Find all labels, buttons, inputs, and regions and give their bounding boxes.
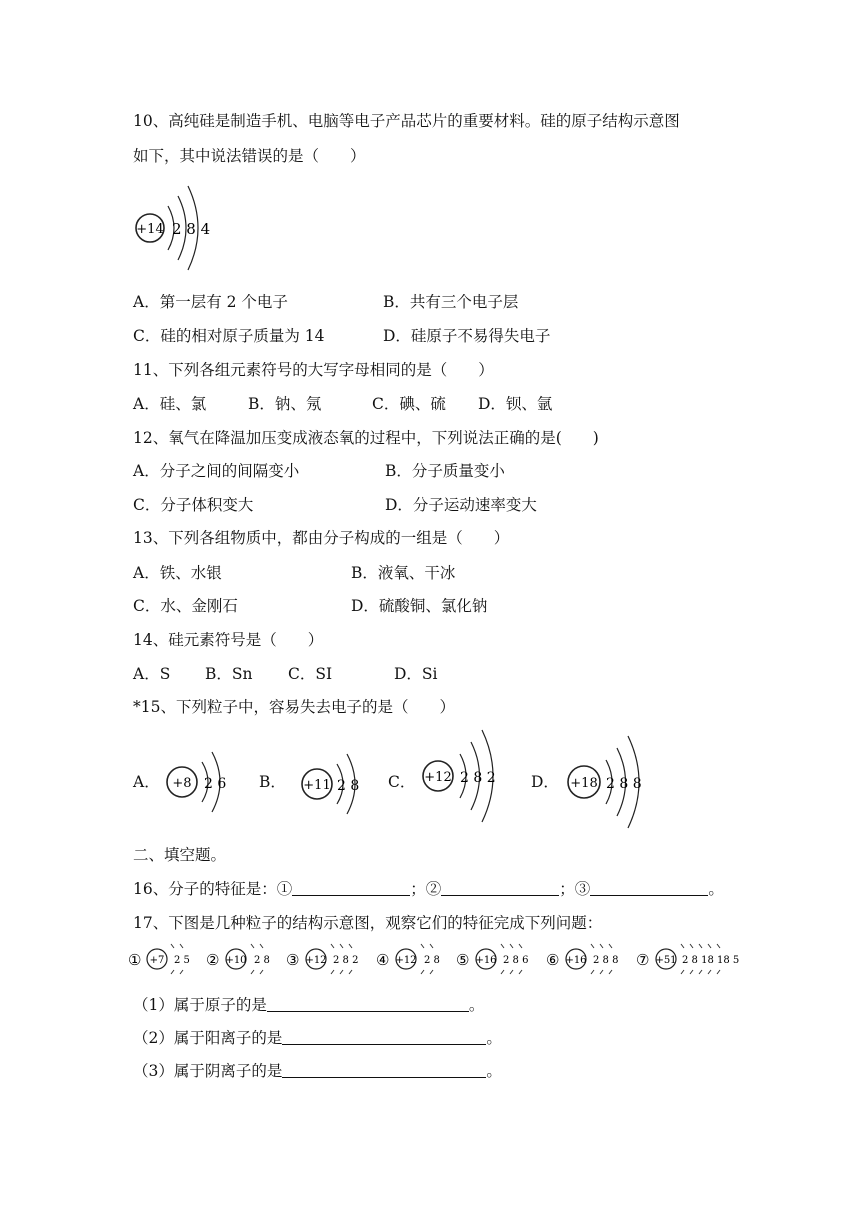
q15-option-b-label: B． bbox=[259, 773, 286, 791]
svg-text:2 5: 2 5 bbox=[174, 955, 190, 966]
q14-option-c: C．SI bbox=[288, 665, 333, 683]
q11-option-d: D．钡、氩 bbox=[478, 395, 553, 413]
q16-mark-3: ③ bbox=[574, 880, 591, 898]
svg-text:+7: +7 bbox=[149, 955, 165, 966]
q13-option-a: A．铁、水银 bbox=[133, 564, 222, 582]
q17-particle-1 bbox=[128, 944, 190, 974]
q10-option-b: B．共有三个电子层 bbox=[383, 293, 519, 311]
q16-line bbox=[133, 879, 724, 899]
svg-text:2 8 6: 2 8 6 bbox=[503, 955, 529, 966]
svg-text:②: ② bbox=[206, 951, 220, 969]
q11-option-a: A．硅、氯 bbox=[133, 395, 207, 413]
svg-text:+51: +51 bbox=[655, 955, 677, 966]
q15-option-a-diagram bbox=[160, 742, 240, 822]
q15-b-nucleus: +11 bbox=[303, 778, 331, 793]
q15-option-b-diagram bbox=[295, 742, 375, 822]
q17-particle-5 bbox=[456, 944, 528, 974]
q17-blank-1[interactable] bbox=[267, 995, 469, 1012]
q11-option-c: C．碘、硫 bbox=[372, 395, 446, 413]
q13-stem: 13、下列各组物质中，都由分子构成的一组是（ ） bbox=[133, 529, 510, 547]
svg-text:+16: +16 bbox=[475, 955, 497, 966]
q16-sep-1: ； bbox=[410, 880, 426, 898]
q15-stem: *15、下列粒子中，容易失去电子的是（ ） bbox=[133, 698, 455, 716]
q10-option-a: A．第一层有 2 个电子 bbox=[133, 293, 288, 311]
svg-text:⑥: ⑥ bbox=[546, 951, 560, 969]
q16-blank-3[interactable] bbox=[590, 879, 708, 896]
q15-a-shells: 2 6 bbox=[204, 776, 227, 792]
q17-blank-2[interactable] bbox=[282, 1028, 486, 1045]
q12-option-a: A．分子之间的间隔变小 bbox=[133, 462, 300, 480]
q10-option-c: C．硅的相对原子质量为 14 bbox=[133, 327, 325, 345]
svg-text:+10: +10 bbox=[225, 955, 247, 966]
svg-text:③: ③ bbox=[286, 951, 300, 969]
q13-option-d: D．硫酸铜、氯化钠 bbox=[351, 597, 488, 615]
svg-text:+16: +16 bbox=[565, 955, 587, 966]
q16-stem: 16、分子的特征是： bbox=[133, 880, 277, 898]
q17-particle-6 bbox=[546, 944, 618, 974]
q16-end: 。 bbox=[708, 880, 724, 898]
q15-b-shells: 2 8 bbox=[337, 778, 360, 794]
q15-option-d-diagram bbox=[562, 730, 662, 834]
q16-mark-2: ② bbox=[425, 880, 442, 898]
q16-sep-2: ； bbox=[559, 880, 575, 898]
q17-blank-3[interactable] bbox=[282, 1061, 486, 1078]
svg-text:2 8 8: 2 8 8 bbox=[593, 955, 619, 966]
svg-text:2 8: 2 8 bbox=[424, 955, 440, 966]
q12-stem: 12、氧气在降温加压变成液态氧的过程中，下列说法正确的是( ) bbox=[133, 429, 599, 447]
q17-stem: 17、下图是几种粒子的结构示意图，观察它们的特征完成下列问题： bbox=[133, 914, 603, 932]
q17-sub-2-end: 。 bbox=[486, 1029, 502, 1047]
q10-atom-diagram bbox=[128, 176, 218, 280]
q17-particle-diagrams bbox=[128, 938, 748, 980]
q15-option-c-diagram bbox=[416, 728, 516, 832]
q15-c-shells: 2 8 2 bbox=[460, 770, 496, 786]
svg-text:⑦: ⑦ bbox=[636, 951, 650, 969]
q17-sub-2 bbox=[133, 1028, 502, 1048]
q14-stem: 14、硅元素符号是（ ） bbox=[133, 631, 324, 649]
q17-sub-1-label: （1）属于原子的是 bbox=[133, 996, 267, 1014]
q16-blank-1[interactable] bbox=[292, 879, 410, 896]
q14-option-b: B．Sn bbox=[205, 665, 253, 683]
section-2-heading: 二、填空题。 bbox=[133, 846, 227, 864]
q11-stem: 11、下列各组元素符号的大写字母相同的是（ ） bbox=[133, 361, 494, 379]
svg-text:④: ④ bbox=[376, 951, 390, 969]
q17-sub-1 bbox=[133, 995, 484, 1015]
q17-particle-2 bbox=[206, 944, 270, 974]
q12-option-b: B．分子质量变小 bbox=[385, 462, 505, 480]
q12-option-d: D．分子运动速率变大 bbox=[385, 496, 537, 514]
q17-particle-7 bbox=[636, 944, 739, 974]
svg-text:2 8: 2 8 bbox=[254, 955, 270, 966]
q17-sub-3 bbox=[133, 1061, 502, 1081]
q17-particle-4 bbox=[376, 944, 440, 974]
svg-text:①: ① bbox=[128, 951, 142, 969]
q16-blank-2[interactable] bbox=[441, 879, 559, 896]
q10-stem-line2: 如下，其中说法错误的是（ ） bbox=[133, 147, 366, 165]
svg-text:⑤: ⑤ bbox=[456, 951, 470, 969]
q15-option-d-label: D． bbox=[531, 773, 559, 791]
q13-option-c: C．水、金刚石 bbox=[133, 597, 238, 615]
q11-option-b: B．钠、氖 bbox=[248, 395, 322, 413]
q13-option-b: B．液氧、干冰 bbox=[351, 564, 456, 582]
q17-sub-1-end: 。 bbox=[468, 996, 485, 1014]
q15-option-c-label: C． bbox=[388, 773, 416, 791]
q10-stem-line1: 10、高纯硅是制造手机、电脑等电子产品芯片的重要材料。硅的原子结构示意图 bbox=[133, 112, 680, 130]
q10-option-d: D．硅原子不易得失电子 bbox=[383, 327, 551, 345]
q14-option-d: D．Si bbox=[394, 665, 438, 683]
q15-a-nucleus: +8 bbox=[172, 776, 192, 791]
q12-option-c: C．分子体积变大 bbox=[133, 496, 254, 514]
svg-text:+12: +12 bbox=[305, 955, 327, 966]
svg-text:2 8 2: 2 8 2 bbox=[333, 955, 359, 966]
q17-sub-2-label: （2）属于阳离子的是 bbox=[133, 1029, 283, 1047]
svg-text:2 8 18 18 5: 2 8 18 18 5 bbox=[682, 955, 740, 966]
q16-mark-1: ① bbox=[276, 880, 293, 898]
svg-text:+12: +12 bbox=[395, 955, 417, 966]
q15-d-nucleus: +18 bbox=[570, 776, 598, 791]
q17-sub-3-label: （3）属于阴离子的是 bbox=[133, 1062, 283, 1080]
q15-c-nucleus: +12 bbox=[424, 770, 452, 785]
q15-d-shells: 2 8 8 bbox=[606, 776, 642, 792]
q10-nucleus-label: +14 bbox=[136, 222, 164, 237]
q14-option-a: A．S bbox=[133, 665, 171, 683]
q10-shell-numbers: 2 8 4 bbox=[172, 220, 211, 238]
q17-particle-3 bbox=[286, 944, 358, 974]
q17-sub-3-end: 。 bbox=[486, 1062, 502, 1080]
q15-option-a-label: A． bbox=[133, 773, 160, 791]
